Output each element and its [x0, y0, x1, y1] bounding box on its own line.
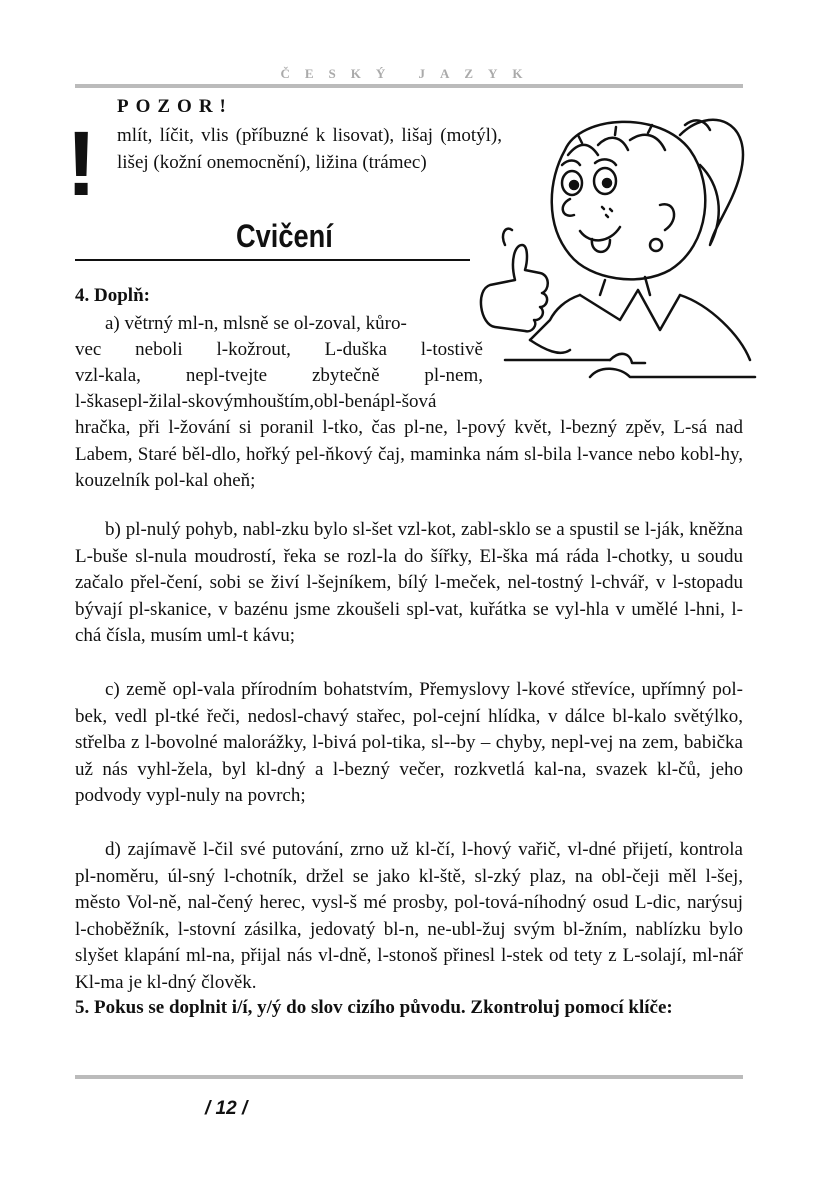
exercise-4-title: 4. Doplň: — [75, 285, 150, 306]
exercise-4c: c) země opl-vala přírodním bohatstvím, Přemyslovy l-kové střevíce, upřímný pol-bek, vedl pl-tké řeči, nedosl-chavý stařec, pol-cejní hlídka, v dálce bl-kalo světýlko, střelba z l-bovolné malorážky, l-bivá pol-tika, sl--by – chyby, nepl-vej na zem, babička už nás vyhl-žela, byl kl-dný a l-bezný večer, rozkvetlá kal-na, svazek kl-čů, jeho podvody vypl-nuly na povrch; — [75, 679, 743, 807]
pozor-title: POZOR! — [117, 96, 233, 117]
heading-rule — [75, 259, 470, 261]
exercise-4a-line: a) větrný ml-n, mlsně se ol-zoval, kůro- — [105, 313, 407, 334]
exercise-5-title: 5. Pokus se doplnit i/í, y/ý do slov cizího původu. Zkontroluj pomocí klíče: — [75, 997, 673, 1018]
girl-thumbs-up-icon — [470, 95, 760, 395]
exercise-4d: d) zajímavě l-čil své putování, zrno už kl-čí, l-hový vařič, vl-dné přijetí, kontrola pl-noměru, úl-sný l-chotník, držel se jako kl-ště, sl-zký plaz, na obl-čeji měl l-šej, město Vol-ně, nal-čený herec, vysl-š mé prosby, pol-tová-níhodný osud L-dic, narýsuj l-choběžník, l-stovní zásilka, jedovatý bl-n, ne-ubl-žuj svým bl-žním, nablízku bylo slyšet klapání ml-na, přijal nás vl-dně, l-stonoš přinesl l-stek od tety z L-solají, ml-nář Kl-ma je kl-dný člověk. — [75, 839, 743, 993]
exercise-4a-line: vec neboli l-kožrout, L-duška l-tostivě — [75, 339, 483, 360]
exclamation-icon: ! — [66, 113, 97, 215]
page-number: / 12 / — [205, 1098, 248, 1119]
exercise-4a-line: l-škasepl-žilal-skovýmhouštím,obl-benápl-šová — [75, 391, 437, 412]
header-rule — [75, 84, 743, 88]
pozor-text: mlít, líčit, vlis (příbuzné k lisovat), lišaj (motýl), lišej (kožní onemocnění), ližina (trámec) — [117, 125, 502, 173]
exercise-4a-rest: hračka, při l-žování si poranil l-tko, čas pl-ne, l-pový květ, l-bezný zpěv, L-sá nad Labem, Staré běl-dlo, hořký pel-ňkový čaj, maminka nám sl-bila l-vance nebo kobl-hy, kouzelník pol-kal oheň; — [75, 417, 743, 492]
footer-rule — [75, 1075, 743, 1079]
exercise-4a-line: vzl-kala, nepl-tvejte zbytečně pl-nem, — [75, 365, 483, 386]
page-header: ČESKÝ JAZYK — [280, 66, 538, 81]
exercise-4b: b) pl-nulý pohyb, nabl-zku bylo sl-šet vzl-kot, zabl-sklo se a spustil se l-ják, kněžna L-buše sl-nula moudrostí, řeka se rozl-la do šířky, El-ška má ráda l-chotky, u soudu začalo přel-čení, sobi se živí l-šejníkem, bílý l-meček, nel-tostný l-chvář, v l-stopadu bývají pl-skanice, v bazénu jsme zkoušeli spl-vat, kuřátka se vyl-hla v umělé l-hni, l-chá čísla, musím uml-t kávu; — [75, 519, 743, 647]
section-heading: Cvičení — [236, 218, 333, 254]
